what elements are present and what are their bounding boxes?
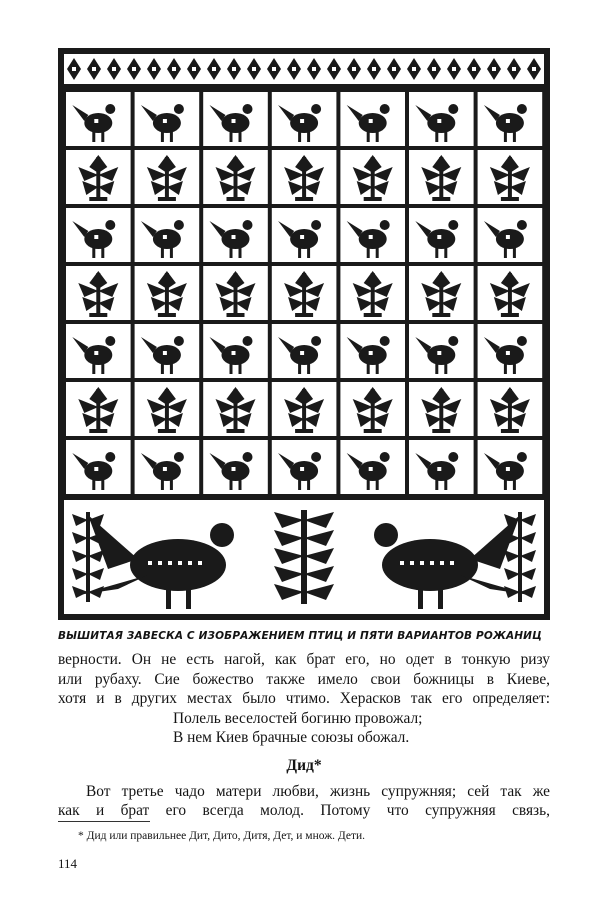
embroidery-cell (66, 92, 131, 146)
embroidery-cell (135, 266, 200, 320)
embroidery-cell (340, 208, 405, 262)
embroidery-cell (340, 92, 405, 146)
embroidery-cell (135, 324, 200, 378)
embroidery-cell (203, 440, 268, 494)
embroidery-cell (135, 382, 200, 436)
embroidery-cell (66, 324, 131, 378)
top-border-band (64, 54, 544, 84)
embroidery-cell (409, 440, 474, 494)
text-line: или рубаху. Сие божество также имело свои божницы в Киеве, (58, 670, 550, 688)
embroidery-cell (66, 150, 131, 204)
illustration-caption: ВЫШИТАЯ ЗАВЕСКА С ИЗОБРАЖЕНИЕМ ПТИЦ И ПЯТИ ВАРИАНТОВ РОЖАНИЦ (58, 630, 542, 642)
embroidery-cell (135, 208, 200, 262)
footnote-divider (58, 821, 150, 822)
embroidery-cell (272, 92, 337, 146)
embroidery-cell (409, 150, 474, 204)
embroidery-cell (272, 382, 337, 436)
text-line: верности. Он не есть нагой, как брат его, но одет в тонкую ризу (58, 651, 550, 668)
embroidery-cell (478, 324, 543, 378)
embroidery-cell (66, 382, 131, 436)
embroidery-cell (203, 266, 268, 320)
poem-line: В нем Киев брачные союзы обожал. (173, 729, 410, 747)
embroidery-cell (272, 266, 337, 320)
embroidery-cell (272, 324, 337, 378)
embroidery-cell (478, 92, 543, 146)
embroidery-cell (272, 440, 337, 494)
embroidery-cell (340, 324, 405, 378)
embroidery-cell (409, 382, 474, 436)
embroidery-cell (272, 150, 337, 204)
embroidery-cell (478, 150, 543, 204)
main-text (58, 650, 550, 821)
embroidery-cell (478, 266, 543, 320)
page-number: 114 (58, 856, 78, 871)
embroidery-cell (135, 440, 200, 494)
text-line: Вот третье чадо матери любви, жизнь супружняя; сей так же (86, 782, 550, 800)
embroidery-cell (478, 208, 543, 262)
poem-line: Полель веселостей богиню провожал; (173, 709, 423, 727)
footnote: * Дид или правильнее Дит, Дито, Дитя, Дет, и множ. Дети. (78, 830, 366, 842)
embroidery-cell (135, 150, 200, 204)
embroidery-cell (340, 382, 405, 436)
embroidery-cell (409, 266, 474, 320)
embroidery-cell (203, 382, 268, 436)
embroidery-cell (203, 92, 268, 146)
embroidery-cell (478, 382, 543, 436)
embroidery-cell (340, 150, 405, 204)
embroidery-cell (478, 440, 543, 494)
embroidery-cell (66, 266, 131, 320)
embroidery-illustration (58, 48, 550, 620)
embroidery-cell (66, 208, 131, 262)
section-heading: Дид* (286, 756, 322, 774)
embroidery-cell (203, 150, 268, 204)
text-line: хотя и в других местах было чтимо. Херасков так его определяет: (58, 690, 550, 708)
embroidery-cell (272, 208, 337, 262)
embroidery-cell (66, 440, 131, 494)
embroidery-cell (203, 324, 268, 378)
embroidery-cell (135, 92, 200, 146)
embroidery-pattern (58, 48, 550, 620)
embroidery-cell (203, 208, 268, 262)
embroidery-cell (409, 92, 474, 146)
embroidery-cell (409, 208, 474, 262)
embroidery-cell (340, 440, 405, 494)
text-line: как и брат его всегда молод. Потому что супружняя связь, (58, 802, 550, 820)
embroidery-cell (340, 266, 405, 320)
embroidery-cell (409, 324, 474, 378)
bottom-bird-band (64, 500, 544, 614)
